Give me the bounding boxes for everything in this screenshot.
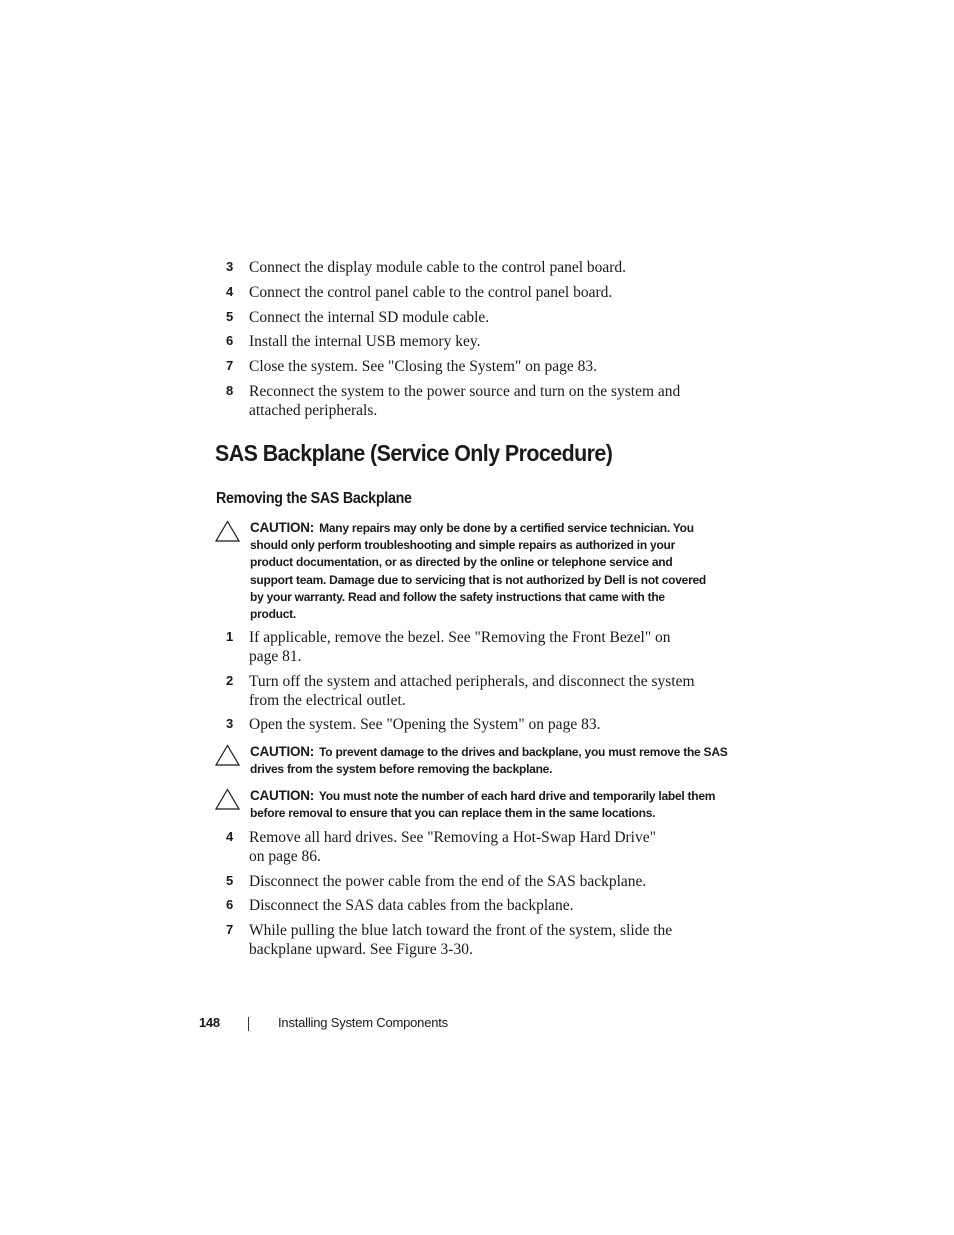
step-text: Disconnect the power cable from the end of the SAS backplane. bbox=[249, 872, 647, 890]
caution-notice bbox=[215, 743, 745, 778]
step-text: Close the system. See "Closing the System" on page 83. bbox=[249, 358, 598, 376]
section-title: SAS Backplane (Service Only Procedure) bbox=[215, 440, 613, 466]
list-item bbox=[215, 357, 715, 376]
step-number: 3 bbox=[226, 259, 233, 274]
step-number: 7 bbox=[226, 921, 233, 937]
warning-triangle-icon bbox=[215, 744, 240, 766]
step-text: If applicable, remove the bezel. See "Removing the Front Bezel" on page 81. bbox=[249, 629, 671, 665]
step-text: Connect the display module cable to the control panel board. bbox=[249, 259, 627, 276]
caution-label: CAUTION: bbox=[250, 744, 314, 759]
list-item bbox=[215, 283, 715, 302]
step-number: 8 bbox=[226, 382, 233, 398]
caution-label: CAUTION: bbox=[250, 788, 314, 803]
step-text: Connect the control panel cable to the control panel board. bbox=[249, 283, 613, 301]
footer-divider bbox=[248, 1017, 249, 1031]
step-text: Reconnect the system to the power source and turn on the system and attached peripherals. bbox=[249, 382, 681, 419]
step-text: Turn off the system and attached peripherals, and disconnect the system from the electrical outlet. bbox=[249, 672, 695, 709]
list-item bbox=[215, 308, 715, 327]
caution-text bbox=[250, 743, 745, 778]
step-number: 7 bbox=[226, 358, 233, 374]
caution-text bbox=[250, 519, 712, 623]
step-number: 3 bbox=[226, 716, 233, 731]
caution-notice bbox=[215, 787, 745, 822]
list-item bbox=[215, 715, 705, 734]
step-list bbox=[215, 628, 705, 734]
caution-body: You must note the number of each hard drive and temporarily label them before removal to ensure that you can replace them in the same locations. bbox=[250, 789, 716, 821]
step-number: 6 bbox=[226, 333, 233, 349]
step-text: While pulling the blue latch toward the front of the system, slide the backplane upward. See Figure 3-30. bbox=[249, 921, 673, 958]
list-item bbox=[215, 828, 673, 866]
caution-body: To prevent damage to the drives and backplane, you must remove the SAS drives from the system before removing the backplane. bbox=[250, 745, 728, 777]
list-item bbox=[215, 258, 715, 277]
list-item bbox=[215, 872, 705, 891]
step-list bbox=[215, 258, 715, 420]
step-number: 5 bbox=[226, 872, 233, 888]
step-text: Connect the internal SD module cable. bbox=[249, 308, 490, 326]
chapter-title: Installing System Components bbox=[278, 1015, 448, 1030]
caution-notice bbox=[215, 519, 712, 623]
caution-label: CAUTION: bbox=[250, 520, 314, 535]
steps-reinstall bbox=[215, 258, 715, 426]
caution-body: Many repairs may only be done by a certified service technician. You should only perform troubleshooting and simple repairs as authorized in your product documentation, or as directed by the online or telephone service and support team. Damage due to servicing that is not authorized by Dell is not covered by your warranty. Read and follow the safety instructions that came with the product. bbox=[250, 521, 707, 622]
warning-triangle-icon bbox=[215, 520, 240, 542]
subsection-title: Removing the SAS Backplane bbox=[216, 490, 412, 507]
warning-triangle-icon bbox=[215, 788, 240, 810]
caution-text bbox=[250, 787, 745, 822]
page-number: 148 bbox=[199, 1015, 220, 1030]
step-text: Disconnect the SAS data cables from the backplane. bbox=[249, 897, 574, 914]
step-number: 4 bbox=[226, 829, 233, 844]
step-text: Install the internal USB memory key. bbox=[249, 333, 481, 351]
step-number: 5 bbox=[226, 308, 233, 324]
step-number: 1 bbox=[226, 629, 233, 644]
list-item bbox=[215, 896, 705, 915]
list-item bbox=[215, 672, 709, 710]
step-text: Remove all hard drives. See "Removing a Hot-Swap Hard Drive" on page 86. bbox=[249, 829, 656, 865]
list-item bbox=[215, 921, 719, 959]
steps-remove-b bbox=[215, 828, 705, 964]
list-item bbox=[215, 382, 699, 420]
step-number: 4 bbox=[226, 283, 233, 299]
step-number: 6 bbox=[226, 897, 233, 912]
step-list bbox=[215, 828, 705, 959]
steps-remove-a bbox=[215, 628, 705, 740]
step-text: Open the system. See "Opening the System" on page 83. bbox=[249, 716, 601, 733]
list-item bbox=[215, 332, 715, 351]
step-number: 2 bbox=[226, 672, 233, 688]
list-item bbox=[215, 628, 673, 666]
